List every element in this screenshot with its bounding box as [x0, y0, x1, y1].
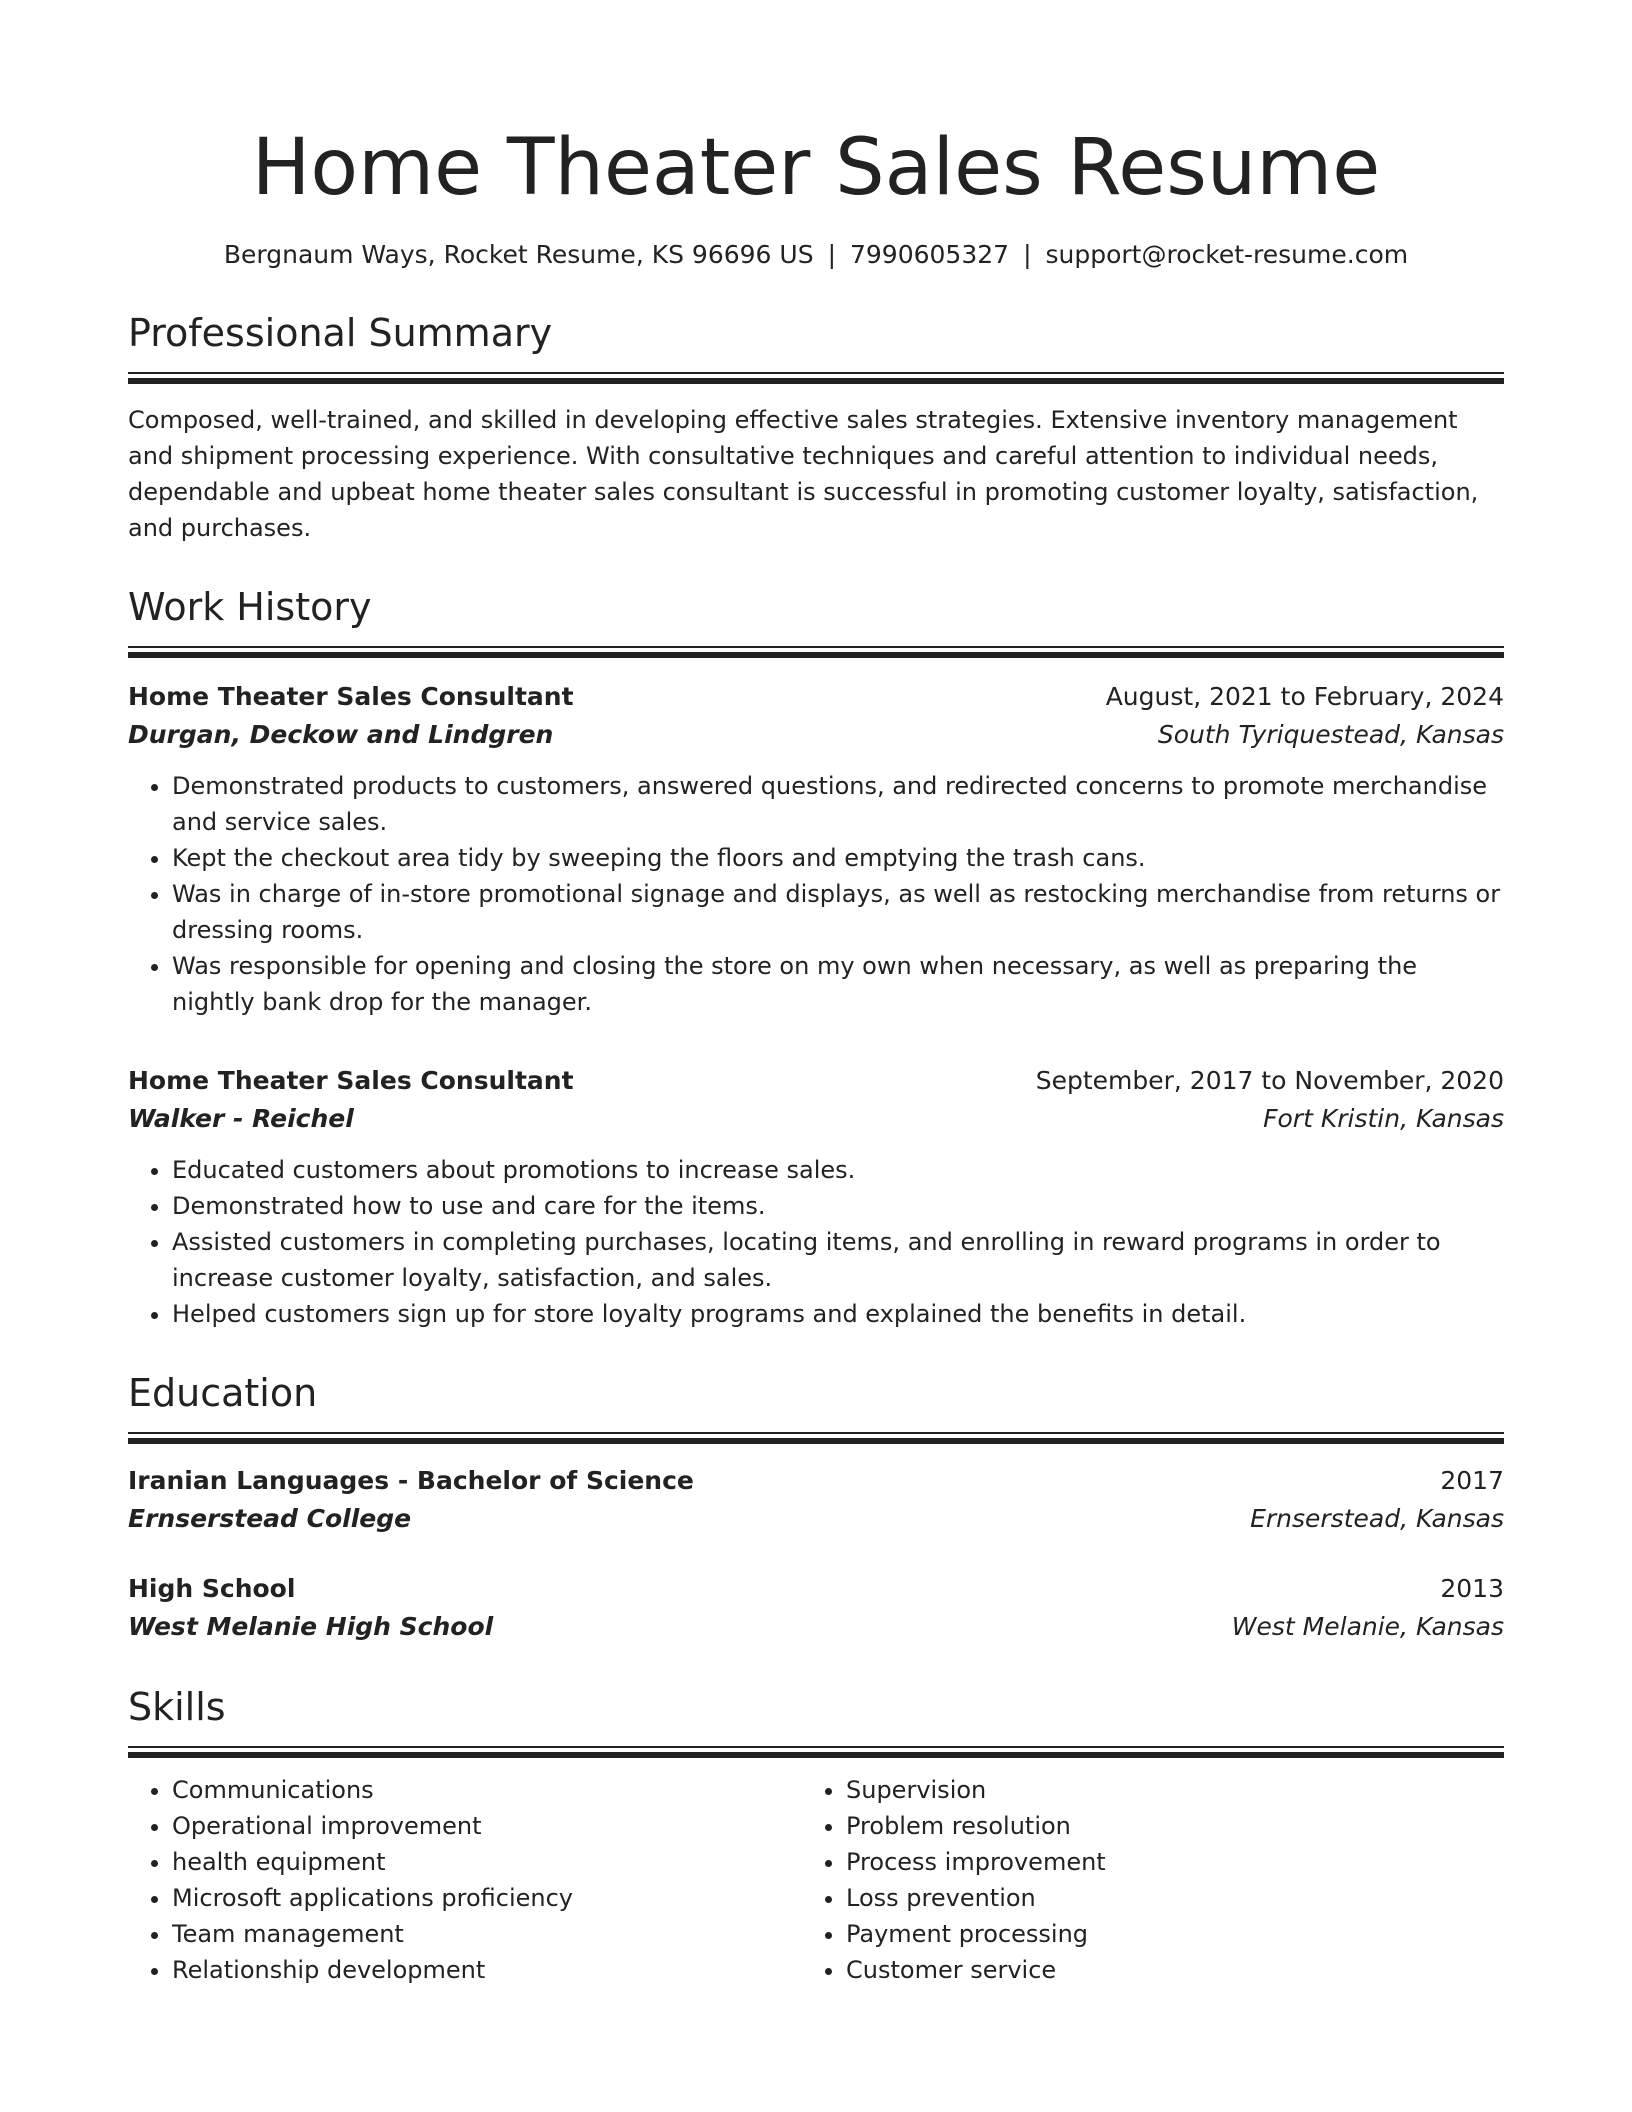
section-divider — [128, 1746, 1504, 1758]
list-item: • Demonstrated products to customers, answered questions, and redirected concerns to promote merchandise and service sales. — [172, 768, 1504, 840]
section-divider — [128, 372, 1504, 384]
job-title: Home Theater Sales Consultant — [128, 1066, 574, 1095]
education-degree: High School — [128, 1574, 296, 1603]
section-heading-education: Education — [128, 1371, 318, 1415]
skill-item: • Relationship development — [172, 1952, 802, 1988]
contact-email: support@rocket-resume.com — [1045, 240, 1409, 269]
education-location: West Melanie, Kansas — [1231, 1612, 1504, 1641]
education-year: 2013 — [1440, 1574, 1504, 1603]
education-location: Ernserstead, Kansas — [1250, 1504, 1504, 1533]
job-dates: September, 2017 to November, 2020 — [1035, 1066, 1504, 1095]
skills-list-right — [802, 1772, 1432, 1988]
skill-item: • Team management — [172, 1916, 802, 1952]
job-location: Fort Kristin, Kansas — [1263, 1104, 1504, 1133]
job-company: Walker - Reichel — [128, 1104, 354, 1133]
section-heading-summary: Professional Summary — [128, 311, 553, 355]
job-company-row — [128, 716, 1504, 754]
list-item: • Educated customers about promotions to increase sales. — [172, 1152, 1504, 1188]
job-company-row — [128, 1100, 1504, 1138]
summary-text: Composed, well-trained, and skilled in developing effective sales strategies. Extensive inventory management and shipment processing experience. With consultative techniques and careful attention to individual needs, dependable and upbeat home theater sales consultant is successful in promoting customer loyalty, satisfaction, and purchases. — [128, 406, 1479, 542]
education-degree: Iranian Languages - Bachelor of Science — [128, 1466, 694, 1495]
skill-item: • Communications — [172, 1772, 802, 1808]
job-location: South Tyriquestead, Kansas — [1157, 720, 1504, 749]
section-heading-work-history: Work History — [128, 585, 372, 629]
job-entry — [128, 1062, 1504, 1332]
education-school-row — [128, 1500, 1504, 1538]
job-header-row — [128, 1062, 1504, 1100]
contact-separator: | — [827, 240, 836, 269]
job-bullet-list — [128, 1152, 1504, 1332]
list-item: • Demonstrated how to use and care for the items. — [172, 1188, 1504, 1224]
skill-item: • Customer service — [846, 1952, 1432, 1988]
skill-item: • Supervision — [846, 1772, 1432, 1808]
skills-columns — [128, 1772, 1504, 1988]
contact-separator: | — [1023, 240, 1032, 269]
job-header-row — [128, 678, 1504, 716]
job-company: Durgan, Deckow and Lindgren — [128, 720, 554, 749]
skill-item: • Microsoft applications proficiency — [172, 1880, 802, 1916]
skill-item: • Payment processing — [846, 1916, 1432, 1952]
list-item: • Kept the checkout area tidy by sweeping the floors and emptying the trash cans. — [172, 840, 1504, 876]
education-year: 2017 — [1440, 1466, 1504, 1495]
section-divider — [128, 1432, 1504, 1444]
job-entry — [128, 678, 1504, 1020]
list-item: • Was responsible for opening and closing the store on my own when necessary, as well as preparing the nightly bank drop for the manager. — [172, 948, 1504, 1020]
education-school: West Melanie High School — [128, 1612, 494, 1641]
skill-item: • Operational improvement — [172, 1808, 802, 1844]
contact-phone: 7990605327 — [850, 240, 1010, 269]
section-divider — [128, 646, 1504, 658]
list-item: • Was in charge of in-store promotional signage and displays, as well as restocking merchandise from returns or dressing rooms. — [172, 876, 1504, 948]
resume-title: Home Theater Sales Resume — [251, 123, 1381, 213]
skills-list-left — [128, 1772, 802, 1988]
job-bullet-list — [128, 768, 1504, 1020]
job-title: Home Theater Sales Consultant — [128, 682, 574, 711]
education-entry — [128, 1462, 1504, 1538]
education-school-row — [128, 1608, 1504, 1646]
education-school: Ernserstead College — [128, 1504, 412, 1533]
contact-line — [128, 238, 1504, 272]
education-header-row — [128, 1462, 1504, 1500]
skill-item: • Problem resolution — [846, 1808, 1432, 1844]
education-header-row — [128, 1570, 1504, 1608]
contact-address: Bergnaum Ways, Rocket Resume, KS 96696 US — [223, 240, 814, 269]
list-item: • Helped customers sign up for store loyalty programs and explained the benefits in detail. — [172, 1296, 1504, 1332]
skill-item: • health equipment — [172, 1844, 802, 1880]
skill-item: • Process improvement — [846, 1844, 1432, 1880]
education-entry — [128, 1570, 1504, 1646]
job-dates: August, 2021 to February, 2024 — [1105, 682, 1504, 711]
section-heading-skills: Skills — [128, 1685, 226, 1729]
skill-item: • Loss prevention — [846, 1880, 1432, 1916]
list-item: • Assisted customers in completing purchases, locating items, and enrolling in reward programs in order to increase customer loyalty, satisfaction, and sales. — [172, 1224, 1504, 1296]
